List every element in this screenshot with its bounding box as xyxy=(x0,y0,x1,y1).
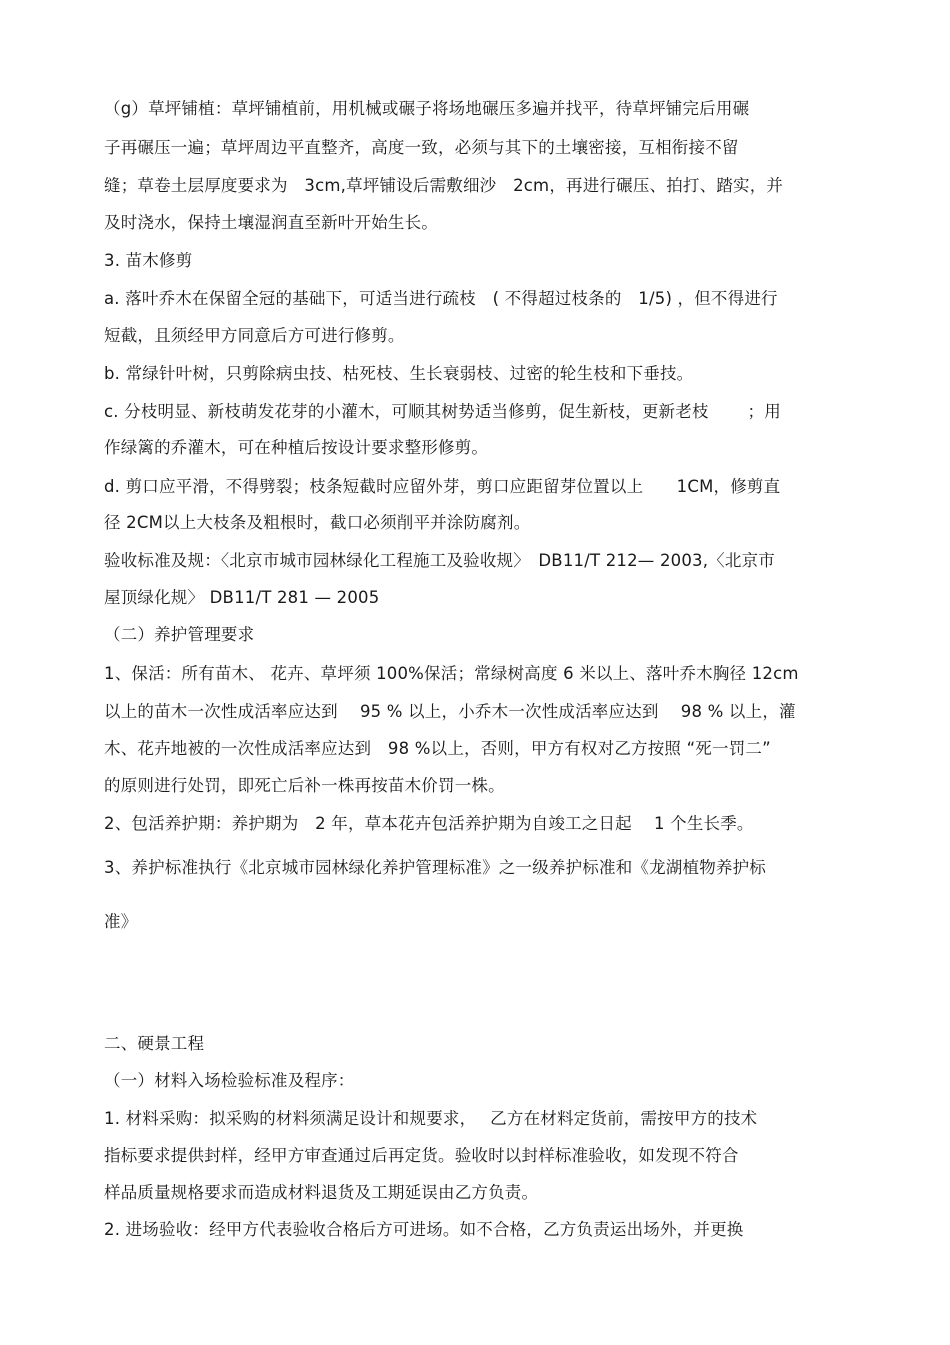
text-line: 木、花卉地被的一次性成活率应达到 98 %以上，否则，甲方有权对乙方按照 “死一罚二” xyxy=(104,739,771,758)
text-line: 1、保活：所有苗木、 花卉、草坪须 100%保活；常绿树高度 6 米以上、落叶乔木胸径 12cm xyxy=(104,664,799,683)
text-line: 子再碾压一遍；草坪周边平直整齐，高度一致，必须与其下的土壤密接，互相衔接不留 xyxy=(104,138,739,157)
text-line: 指标要求提供封样，经甲方审查通过后再定货。验收时以封样标准验收，如发现不符合 xyxy=(104,1146,739,1165)
text-line: 2. 进场验收：经甲方代表验收合格后方可进场。如不合格，乙方负责运出场外，并更换 xyxy=(104,1220,744,1239)
text-line: 缝；草卷土层厚度要求为 3cm,草坪铺设后需敷细沙 2cm，再进行碾压、拍打、踏实，并 xyxy=(104,176,784,195)
text-line: b. 常绿针叶树，只剪除病虫技、枯死枝、生长衰弱枝、过密的轮生枝和下垂技。 xyxy=(104,364,694,383)
text-line: 的原则进行处罚，即死亡后补一株再按苗木价罚一株。 xyxy=(104,776,505,795)
text-line: 1. 材料采购：拟采购的材料须满足设计和规要求， 乙方在材料定货前，需按甲方的技术 xyxy=(104,1109,758,1128)
text-line: d. 剪口应平滑，不得劈裂；枝条短截时应留外芽，剪口应距留芽位置以上 1CM，修剪直 xyxy=(104,477,781,496)
text-line: 准》 xyxy=(104,912,138,931)
text-line: （g）草坪铺植：草坪铺植前，用机械或碾子将场地碾压多遍并找平，待草坪铺完后用碾 xyxy=(104,99,750,118)
text-line: 屋顶绿化规〉 DB11/T 281 — 2005 xyxy=(104,588,380,607)
text-line: 2、包活养护期：养护期为 2 年，草本花卉包活养护期为自竣工之日起 1 个生长季。 xyxy=(104,814,754,833)
text-line: a. 落叶乔木在保留全冠的基础下，可适当进行疏枝 ( 不得超过枝条的 1/5) ，但不得进行 xyxy=(104,289,778,308)
section-heading: 3. 苗木修剪 xyxy=(104,251,193,270)
section-heading: 二、硬景工程 xyxy=(104,1034,205,1053)
text-line: c. 分枝明显、新枝萌发花芽的小灌木，可顺其树势适当修剪，促生新枝，更新老枝 ；用 xyxy=(104,402,781,421)
text-line: 短截，且须经甲方同意后方可进行修剪。 xyxy=(104,326,405,345)
text-line: 样品质量规格要求而造成材料退货及工期延误由乙方负责。 xyxy=(104,1183,539,1202)
text-line: 及时浇水，保持土壤湿润直至新叶开始生长。 xyxy=(104,213,438,232)
text-line: 验收标准及规：〈北京市城市园林绿化工程施工及验收规〉 DB11/T 212— 2003,〈北京市 xyxy=(104,551,775,570)
text-line: 径 2CM以上大枝条及粗根时，截口必须削平并涂防腐剂。 xyxy=(104,513,531,532)
text-line: 以上的苗木一次性成活率应达到 95 % 以上，小乔木一次性成活率应达到 98 % 以上，灌 xyxy=(104,702,796,721)
text-line: 3、养护标准执行《北京城市园林绿化养护管理标准》之一级养护标准和《龙湖植物养护标 xyxy=(104,858,766,877)
text-line: 作绿篱的乔灌木，可在种植后按设计要求整形修剪。 xyxy=(104,438,489,457)
section-heading: （二）养护管理要求 xyxy=(104,625,255,644)
section-heading: （一）材料入场检验标准及程序： xyxy=(104,1071,355,1090)
